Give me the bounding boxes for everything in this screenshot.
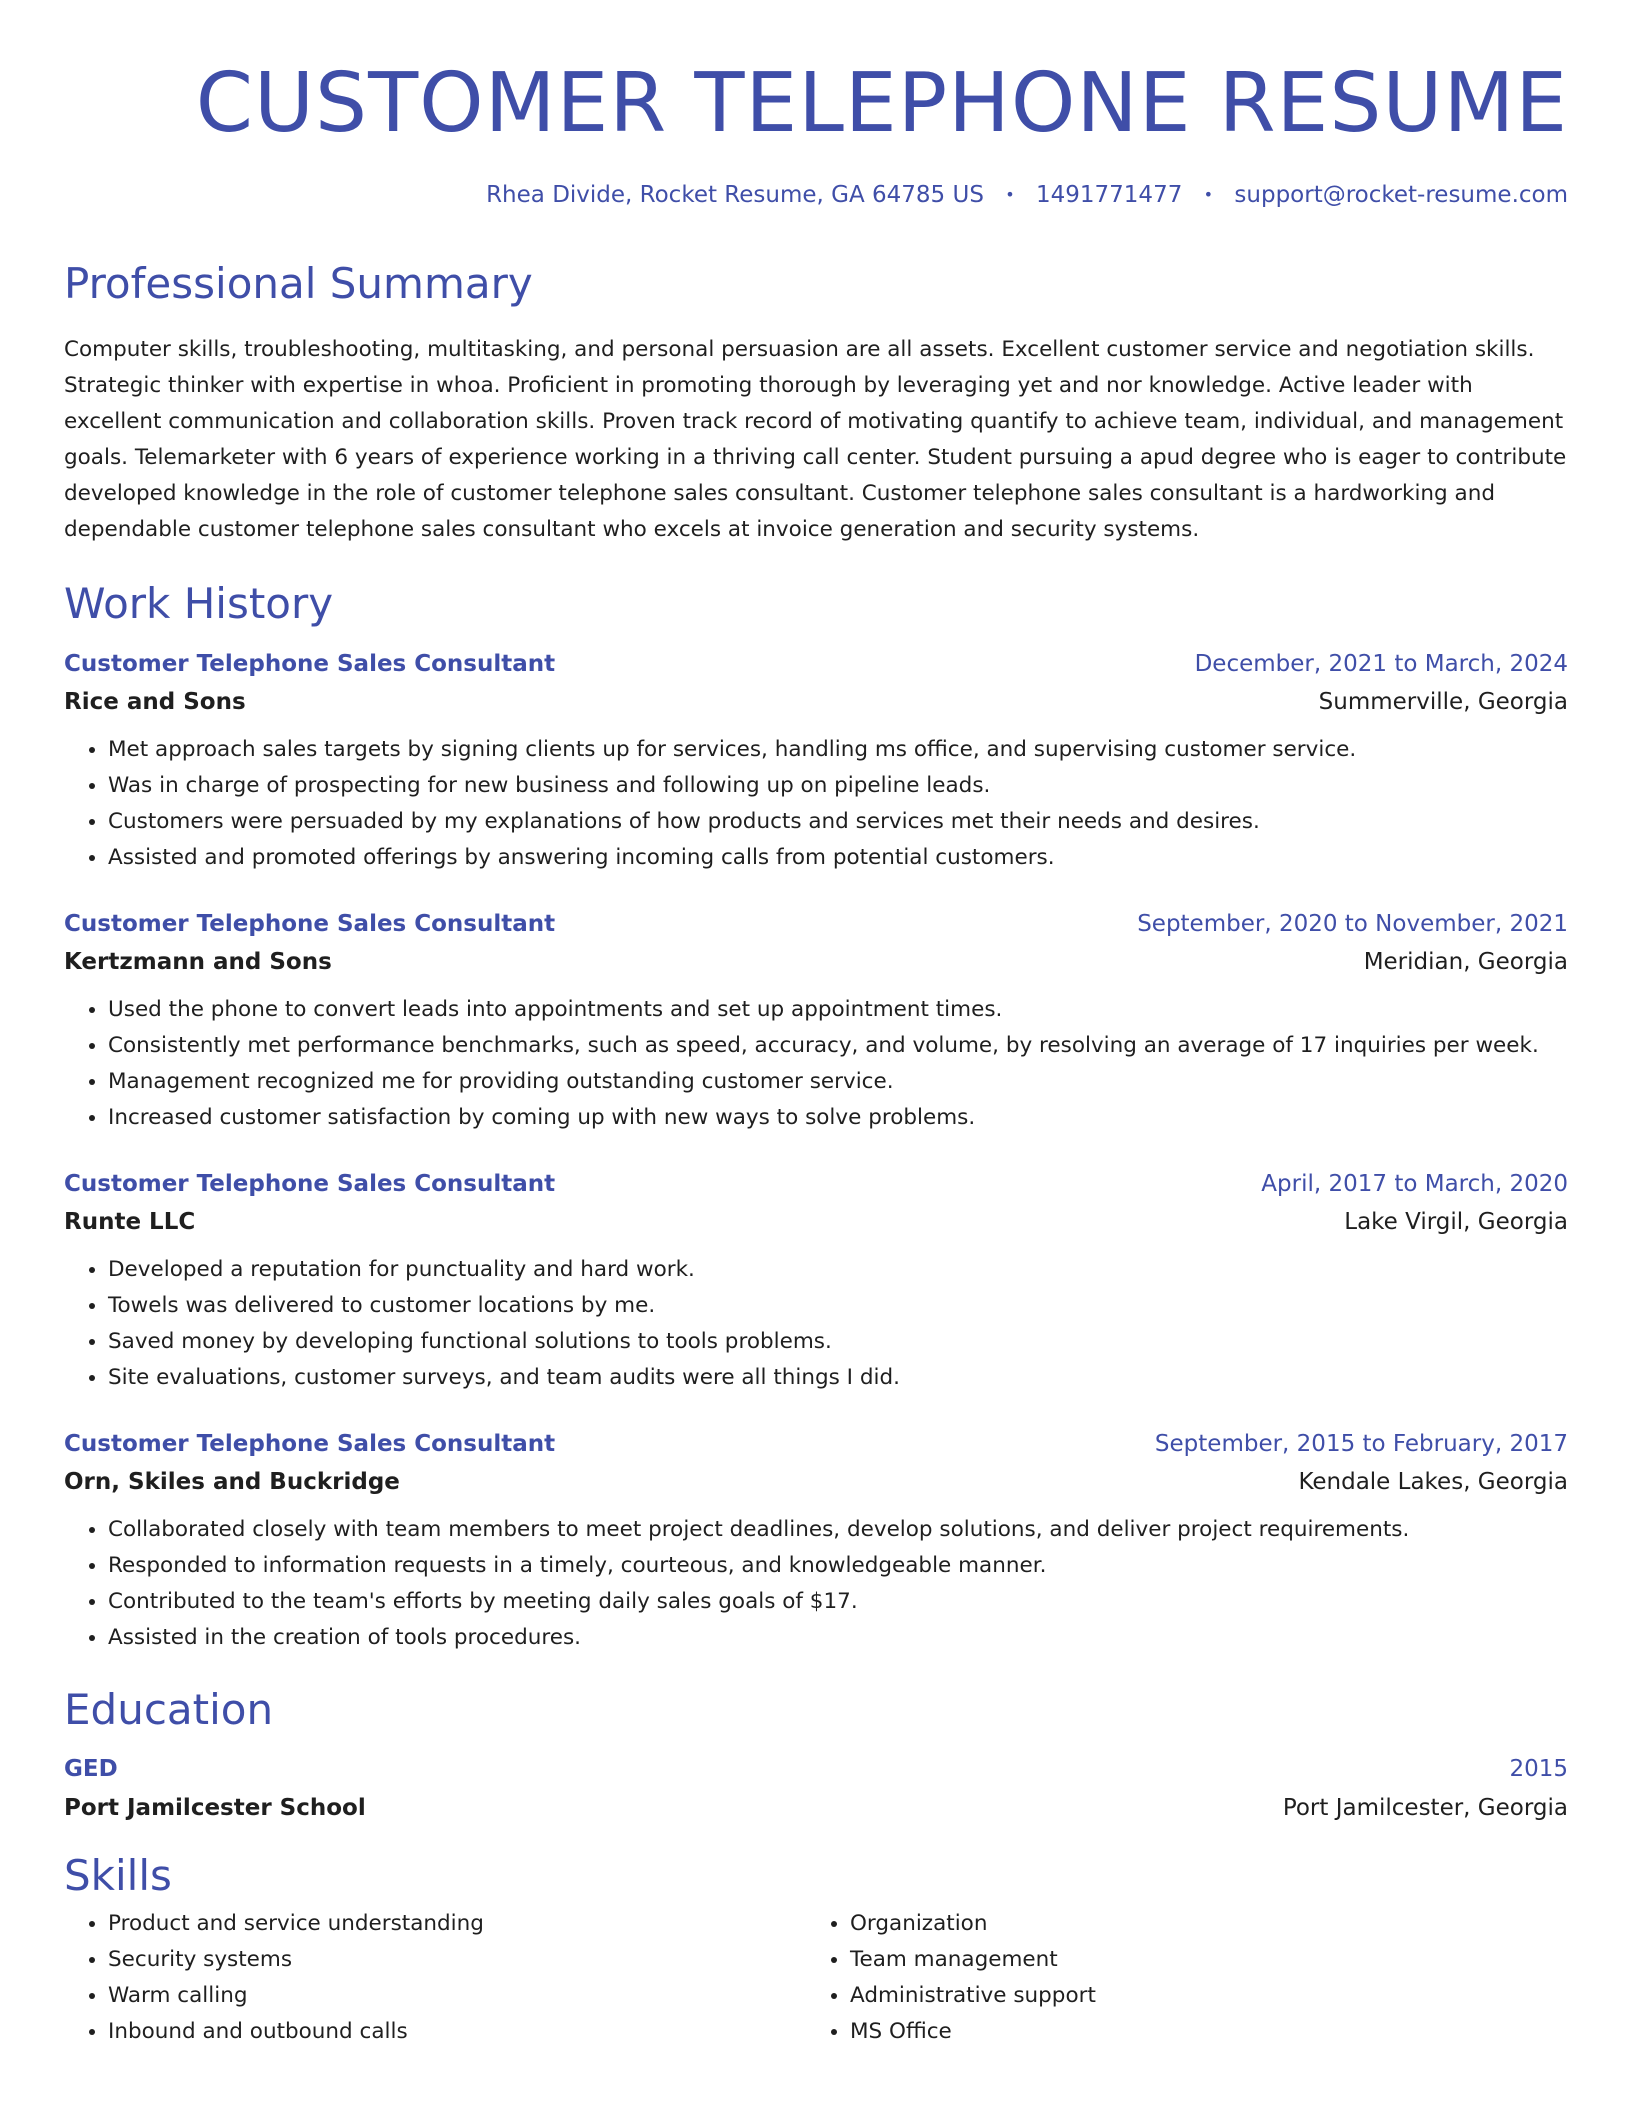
job-bullet: • Was in charge of prospecting for new business and following up on pipeline leads. bbox=[108, 768, 1568, 804]
contact-phone: 1491771477 bbox=[1036, 182, 1183, 208]
job-dates: September, 2015 to February, 2017 bbox=[1154, 1431, 1568, 1457]
resume-title: CUSTOMER TELEPHONE RESUME bbox=[195, 56, 1568, 151]
job-entry bbox=[64, 906, 1568, 1136]
job-bullet: • Met approach sales targets by signing clients up for services, handling ms office, and supervising customer service. bbox=[108, 732, 1568, 768]
skill-item: • Security systems bbox=[108, 1942, 806, 1978]
education-school: Port Jamilcester School bbox=[64, 1795, 366, 1821]
job-role: Customer Telephone Sales Consultant bbox=[64, 1431, 556, 1457]
job-bullet: • Collaborated closely with team members to meet project deadlines, develop solutions, and deliver project requirements. bbox=[108, 1512, 1568, 1548]
education-year: 2015 bbox=[1509, 1756, 1568, 1782]
job-entry bbox=[64, 646, 1568, 876]
job-bullet: • Used the phone to convert leads into appointments and set up appointment times. bbox=[108, 992, 1568, 1028]
skill-item: • Organization bbox=[850, 1906, 1568, 1942]
skill-item: • Warm calling bbox=[108, 1978, 806, 2014]
skill-item: • Inbound and outbound calls bbox=[108, 2014, 806, 2050]
job-bullet: • Responded to information requests in a timely, courteous, and knowledgeable manner. bbox=[108, 1548, 1568, 1584]
summary-heading: Professional Summary bbox=[64, 259, 533, 308]
job-bullet: • Saved money by developing functional solutions to tools problems. bbox=[108, 1324, 1568, 1360]
job-location: Meridian, Georgia bbox=[1363, 949, 1568, 975]
job-dates: April, 2017 to March, 2020 bbox=[1261, 1171, 1568, 1197]
education-degree: GED bbox=[64, 1756, 118, 1782]
job-bullet: • Towels was delivered to customer locations by me. bbox=[108, 1288, 1568, 1324]
job-role: Customer Telephone Sales Consultant bbox=[64, 1171, 556, 1197]
education-heading: Education bbox=[64, 1685, 274, 1734]
job-bullets bbox=[64, 1252, 1568, 1396]
job-entry bbox=[64, 1166, 1568, 1396]
job-location: Summerville, Georgia bbox=[1318, 689, 1568, 715]
job-bullet: • Management recognized me for providing outstanding customer service. bbox=[108, 1064, 1568, 1100]
job-bullet: • Site evaluations, customer surveys, and team audits were all things I did. bbox=[108, 1360, 1568, 1396]
job-dates: September, 2020 to November, 2021 bbox=[1137, 911, 1568, 937]
job-bullets bbox=[64, 992, 1568, 1136]
resume-header bbox=[64, 0, 1568, 208]
job-list bbox=[64, 646, 1568, 1656]
skills-heading: Skills bbox=[64, 1851, 172, 1900]
job-bullet: • Contributed to the team's efforts by meeting daily sales goals of $17. bbox=[108, 1584, 1568, 1620]
education-entry bbox=[64, 1750, 1568, 1828]
skill-item: • Team management bbox=[850, 1942, 1568, 1978]
skill-item: • Product and service understanding bbox=[108, 1906, 806, 1942]
contact-line bbox=[64, 182, 1568, 208]
job-bullet: • Developed a reputation for punctuality and hard work. bbox=[108, 1252, 1568, 1288]
contact-separator: • bbox=[1005, 185, 1015, 204]
job-bullets bbox=[64, 732, 1568, 876]
summary-text: Computer skills, troubleshooting, multitasking, and personal persuasion are all assets. Excellent customer service and negotiation skills. Strategic thinker with expertise in whoa. Proficient in promoting thorough by leveraging yet and nor knowledge. Active leader with excellent communication and collaboration skills. Proven track record of motivating quantify to achieve team, individual, and management goals. Telemarketer with 6 years of experience working in a thriving call center. Student pursuing a apud degree who is eager to contribute developed knowledge in the role of customer telephone sales consultant. Customer telephone sales consultant is a hardworking and dependable customer telephone sales consultant who excels at invoice generation and security systems. bbox=[64, 337, 1567, 542]
job-location: Kendale Lakes, Georgia bbox=[1298, 1469, 1568, 1495]
job-entry bbox=[64, 1426, 1568, 1656]
job-company: Kertzmann and Sons bbox=[64, 949, 332, 975]
contact-email: support@rocket-resume.com bbox=[1234, 182, 1568, 208]
job-company: Rice and Sons bbox=[64, 689, 246, 715]
job-bullet: • Assisted and promoted offerings by answering incoming calls from potential customers. bbox=[108, 840, 1568, 876]
skills-column-right bbox=[806, 1906, 1568, 2050]
education-location: Port Jamilcester, Georgia bbox=[1282, 1795, 1568, 1821]
job-company: Orn, Skiles and Buckridge bbox=[64, 1469, 400, 1495]
skills-list bbox=[64, 1906, 1568, 2050]
job-bullet: • Increased customer satisfaction by coming up with new ways to solve problems. bbox=[108, 1100, 1568, 1136]
job-dates: December, 2021 to March, 2024 bbox=[1194, 651, 1568, 677]
job-bullet: • Assisted in the creation of tools procedures. bbox=[108, 1620, 1568, 1656]
job-company: Runte LLC bbox=[64, 1209, 196, 1235]
job-bullet: • Consistently met performance benchmarks, such as speed, accuracy, and volume, by resolving an average of 17 inquiries per week. bbox=[108, 1028, 1568, 1064]
skill-item: • MS Office bbox=[850, 2014, 1568, 2050]
skills-column-left bbox=[64, 1906, 806, 2050]
job-role: Customer Telephone Sales Consultant bbox=[64, 651, 556, 677]
job-bullets bbox=[64, 1512, 1568, 1656]
work-history-heading: Work History bbox=[64, 579, 334, 628]
job-bullet: • Customers were persuaded by my explanations of how products and services met their needs and desires. bbox=[108, 804, 1568, 840]
contact-separator: • bbox=[1203, 185, 1214, 204]
job-role: Customer Telephone Sales Consultant bbox=[64, 911, 556, 937]
job-location: Lake Virgil, Georgia bbox=[1344, 1209, 1568, 1235]
contact-address: Rhea Divide, Rocket Resume, GA 64785 US bbox=[486, 182, 984, 208]
skill-item: • Administrative support bbox=[850, 1978, 1568, 2014]
